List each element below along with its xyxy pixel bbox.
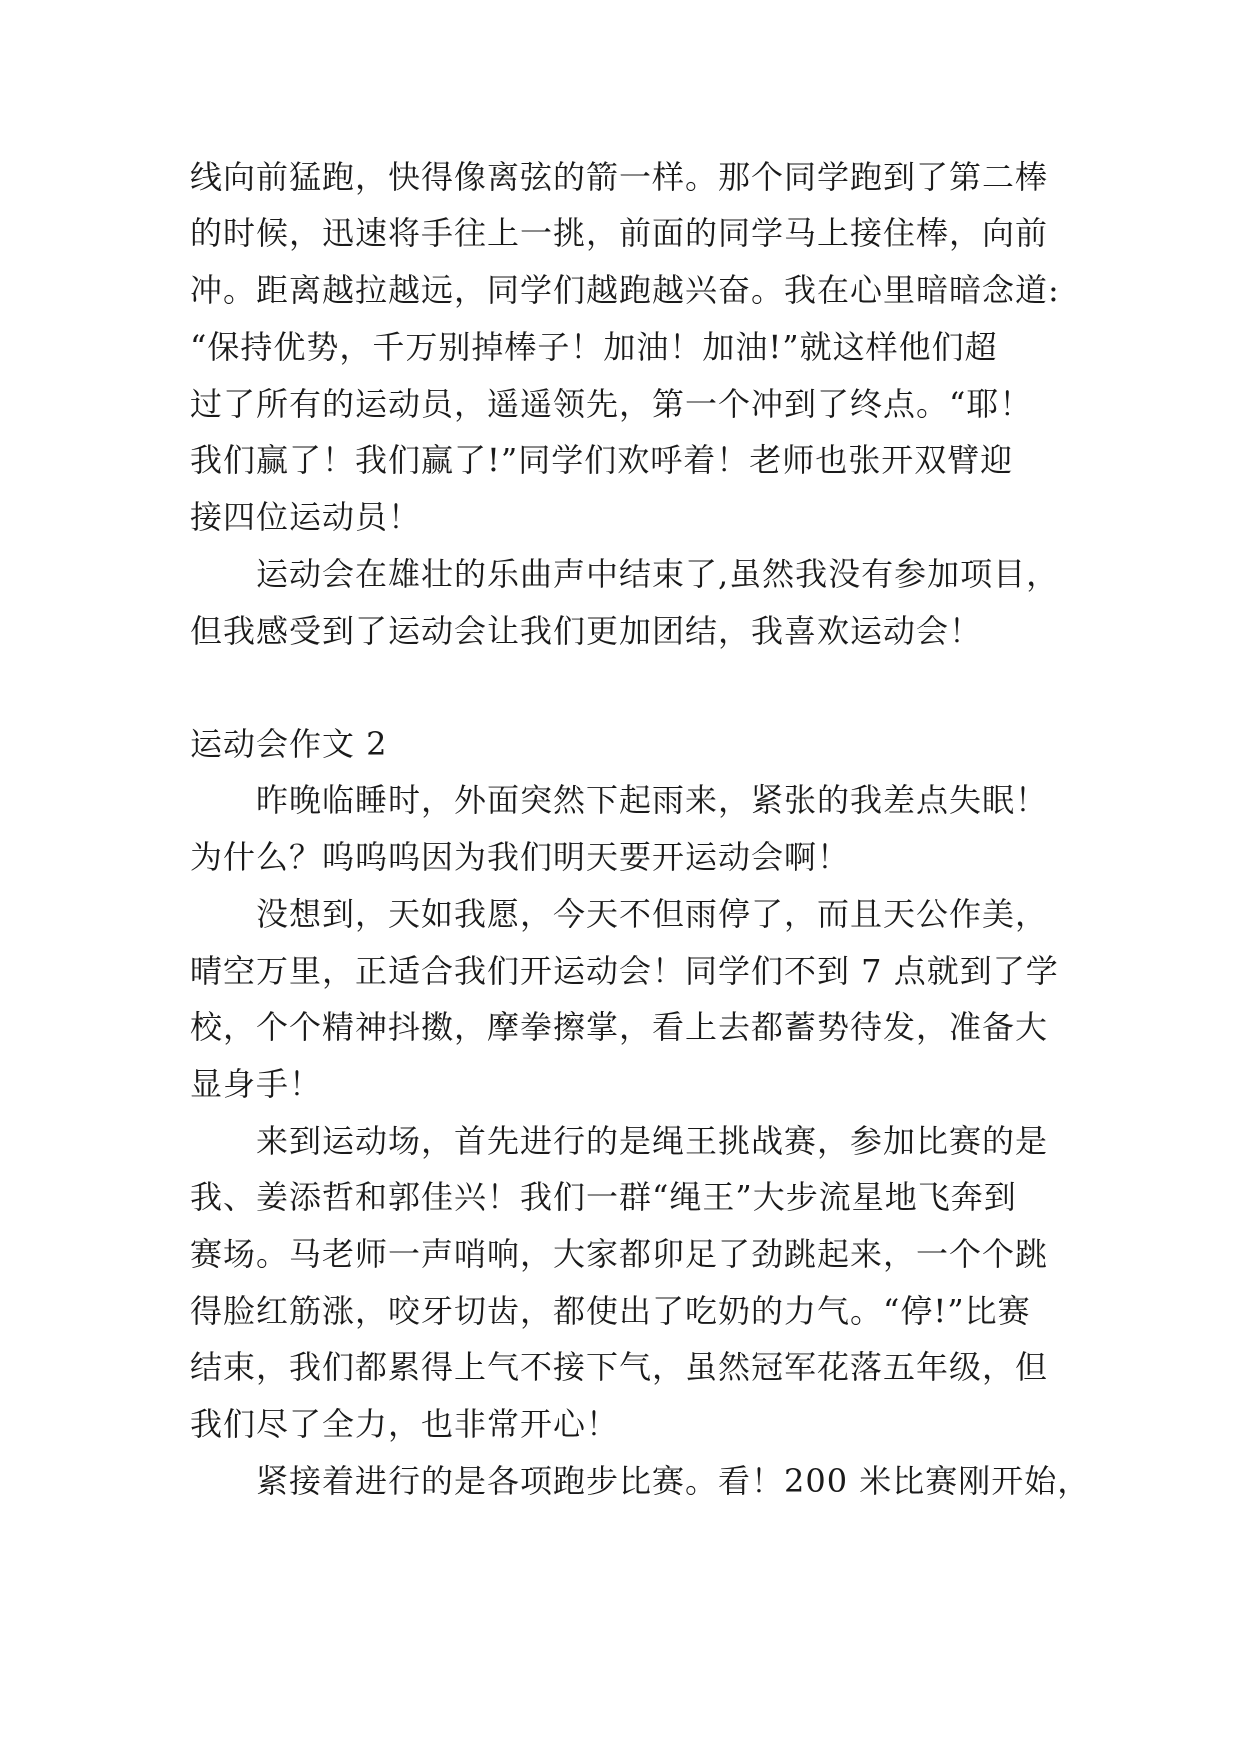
text-line: 接四位运动员！ xyxy=(190,498,422,536)
paragraph-start-line: 昨晚临睡时，外面突然下起雨来，紧张的我差点失眠！ xyxy=(256,781,1049,819)
text-line: 但我感受到了运动会让我们更加团结，我喜欢运动会！ xyxy=(190,612,983,650)
text-line: 校，个个精神抖擞，摩拳擦掌，看上去都蓄势待发，准备大 xyxy=(190,1008,1049,1046)
text-line: 为什么？呜呜呜因为我们明天要开运动会啊！ xyxy=(190,838,851,876)
paragraph-start-line: 紧接着进行的是各项跑步比赛。看！200 米比赛刚开始， xyxy=(256,1462,1091,1500)
text-line: 我、姜添哲和郭佳兴！我们一群“绳王”大步流星地飞奔到 xyxy=(190,1178,1017,1216)
paragraph-start-line: 运动会在雄壮的乐曲声中结束了,虽然我没有参加项目， xyxy=(256,555,1060,593)
text-line: 冲。距离越拉越远，同学们越跑越兴奋。我在心里暗暗念道: xyxy=(190,271,1060,309)
section-heading: 运动会作文 2 xyxy=(190,725,388,763)
text-line: 过了所有的运动员，遥遥领先，第一个冲到了终点。“耶！ xyxy=(190,385,1033,423)
text-line: 的时候，迅速将手往上一挑，前面的同学马上接住棒，向前 xyxy=(190,214,1049,252)
text-line: 显身手！ xyxy=(190,1065,323,1103)
text-line: 晴空万里，正适合我们开运动会！同学们不到 7 点就到了学 xyxy=(190,952,1059,990)
text-line: “保持优势，千万别掉棒子！加油！加油!”就这样他们超 xyxy=(190,328,998,366)
text-line: 我们赢了！我们赢了!”同学们欢呼着！老师也张开双臂迎 xyxy=(190,441,1014,479)
paragraph-start-line: 没想到，天如我愿，今天不但雨停了，而且天公作美， xyxy=(256,895,1049,933)
text-line: 赛场。马老师一声哨响，大家都卯足了劲跳起来，一个个跳 xyxy=(190,1235,1049,1273)
text-line: 线向前猛跑，快得像离弦的箭一样。那个同学跑到了第二棒 xyxy=(190,158,1049,196)
text-line: 得脸红筋涨，咬牙切齿，都使出了吃奶的力气。“停!”比赛 xyxy=(190,1292,1031,1330)
paragraph-start-line: 来到运动场，首先进行的是绳王挑战赛，参加比赛的是 xyxy=(256,1122,1049,1160)
text-line: 结束，我们都累得上气不接下气，虽然冠军花落五年级，但 xyxy=(190,1348,1049,1386)
text-line: 我们尽了全力，也非常开心！ xyxy=(190,1405,620,1443)
